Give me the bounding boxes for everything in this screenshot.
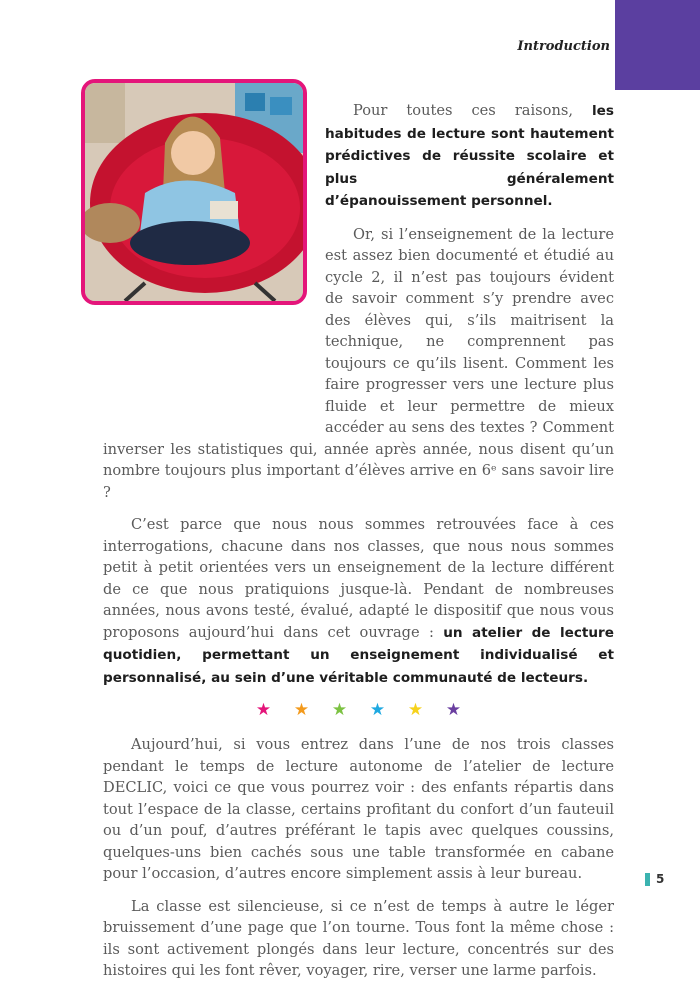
star-icon: ★ xyxy=(407,700,424,720)
paragraph-1-lead: Pour toutes ces raisons, xyxy=(353,102,593,119)
photo-wrap-space xyxy=(103,203,325,433)
star-icon: ★ xyxy=(369,700,386,720)
paragraph-2: Or, si l’enseignement de la lecture est assez bien documenté et étudié au cycle 2, il n’est pas toujours évident de savoir comment s’y prendre avec des élèves qui, s’ils maitrisent la technique, ne comprennent pas toujours ce qu’ils lisent. Comment les faire progresser vers une lecture plus fluide et leur permettre de mieux accéder au sens des textes ? Comment inverser les statistiques qui, année après année, nous disent qu’un nombre toujours plus important d’élèves arrive en 6ᵉ sans savoir lire ? xyxy=(103,225,614,501)
star-divider xyxy=(103,700,614,720)
paragraph-3-emphasis: un atelier de lecture quotidien, permettant un enseignement individualisé et personnalisé, au sein d’une véritable communauté de lecteurs. xyxy=(103,624,614,686)
star-icon: ★ xyxy=(445,700,462,720)
paragraph-3 xyxy=(103,514,614,689)
page-marker-bar xyxy=(645,873,650,886)
page-footer xyxy=(645,872,664,886)
paragraph-5: La classe est silencieuse, si ce n’est de temps à autre le léger bruissement d’une page que l’on tourne. Tous font la même chose : ils sont activement plongés dans leur lecture, concentrés sur des histoires qui les font rêver, voyager, rire, verser une larme parfois. xyxy=(103,897,614,979)
running-header: Introduction xyxy=(517,39,610,54)
corner-color-tab xyxy=(615,0,700,90)
body-text xyxy=(103,100,614,993)
paragraph-3-lead: C’est parce que nous nous sommes retrouvées face à ces interrogations, chacune dans nos classes, que nous nous sommes petit à petit orientées vers un enseignement de la lecture différent de ce que nous pratiquions jusque-là. Pendant de nombreuses années, nous avons testé, évalué, adapté le dispositif que nous vous proposons aujourd’hui dans cet ouvrage : xyxy=(103,516,614,641)
page-number: 5 xyxy=(656,872,665,886)
star-icon: ★ xyxy=(293,700,310,720)
star-icon: ★ xyxy=(255,700,272,720)
paragraph-1-emphasis: les habitudes de lecture sont hautement prédictives de réussite scolaire et plus généralement d’épanouissement personnel. xyxy=(325,103,614,209)
paragraph-4: Aujourd’hui, si vous entrez dans l’une de nos trois classes pendant le temps de lecture autonome de l’atelier de lecture DECLIC, voici ce que vous pourrez voir : des enfants répartis dans tout l’espace de la classe, certains profitant du confort d’un fauteuil ou d’un pouf, d’autres préférant le tapis avec quelques coussins, quelques-uns bien cachés sous une table transformée en cabane pour l’occasion, d’autres encore simplement assis à leur bureau. xyxy=(103,736,614,882)
paragraph-1 xyxy=(325,100,614,213)
star-icon: ★ xyxy=(331,700,348,720)
